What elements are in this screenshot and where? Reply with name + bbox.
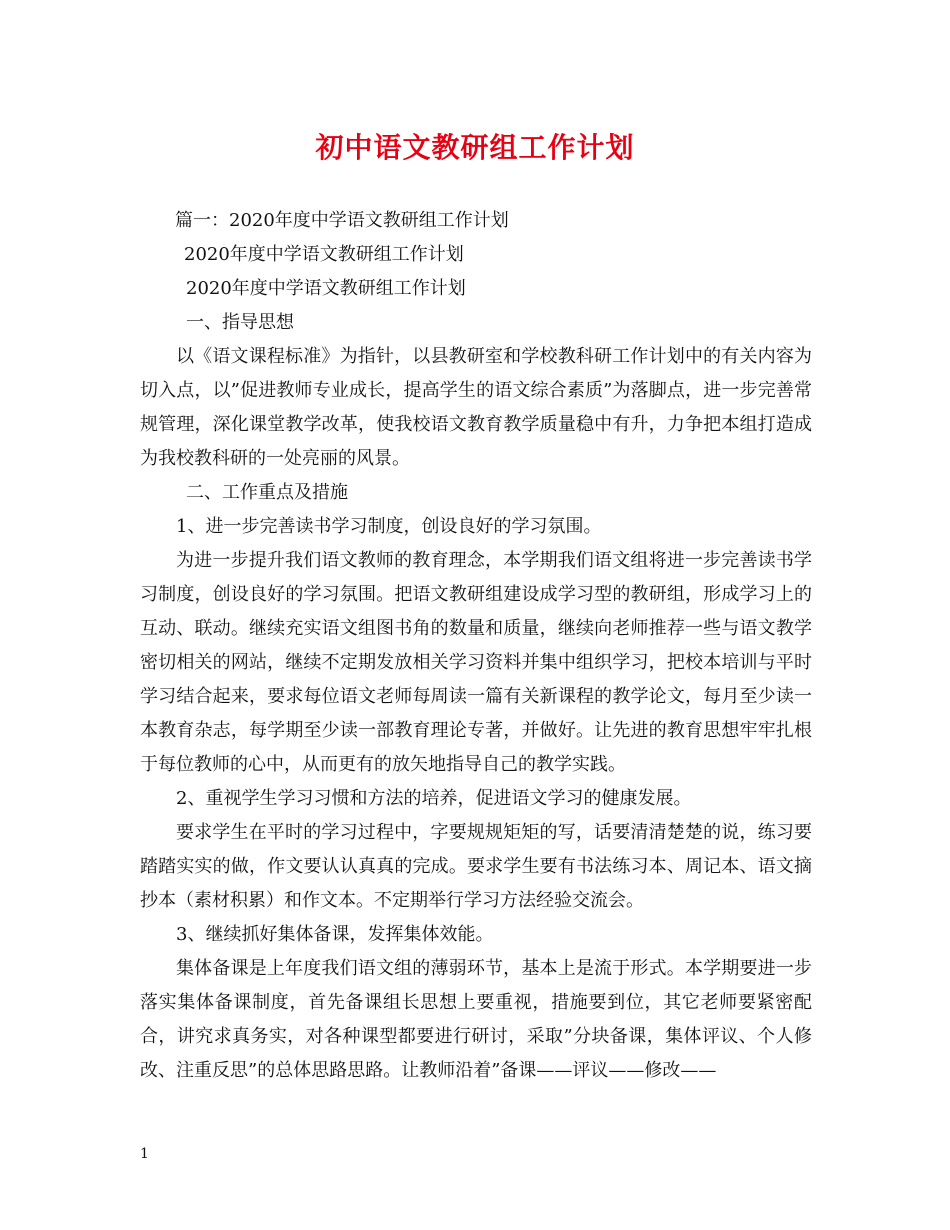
paragraph-item-2: 要求学生在平时的学习过程中，字要规规矩矩的写，话要清清楚楚的说，练习要踏踏实实的做，作文要认认真真的完成。要求学生要有书法练习本、周记本、语文摘抄本（素材积累）和作文本。不定期举行学习方法经验交流会。 [140,822,812,911]
item-heading-2: 2、重视学生学习习惯和方法的培养，促进语文学习的健康发展。 [176,788,692,809]
paragraph-guiding-ideology: 以《语文课程标准》为指针，以县教研室和学校教科研工作计划中的有关内容为切入点，以”促进教师专业成长，提高学生的语文综合素质”为落脚点，进一步完善常规管理，深化课堂教学改革，使我校语文教育教学质量稳中有升，力争把本组打造成为我校教科研的一处亮丽的风景。 [140,346,812,469]
paragraph-item-1: 为进一步提升我们语文教师的教育理念，本学期我们语文组将进一步完善读书学习制度，创设良好的学习氛围。把语文教研组建设成学习型的教研组，形成学习上的互动、联动。继续充实语文组图书角的数量和质量，继续向老师推荐一些与语文教学密切相关的网站，继续不定期发放相关学习资料并集中组织学习，把校本培训与平时学习结合起来，要求每位语文老师每周读一篇有关新课程的教学论文，每月至少读一本教育杂志，每学期至少读一部教育理论专著，并做好。让先进的教育思想牢牢扎根于每位教师的心中，从而更有的放矢地指导自己的教学实践。 [140,550,812,775]
item-heading-1: 1、进一步完善读书学习制度，创设良好的学习氛围。 [176,516,602,537]
document-body [140,204,812,1088]
section-heading-guiding-ideology: 一、指导思想 [186,312,294,333]
item-heading-3: 3、继续抓好集体备课，发挥集体效能。 [176,924,494,945]
paragraph-item-3: 集体备课是上年度我们语文组的薄弱环节，基本上是流于形式。本学期要进一步落实集体备课制度，首先备课组长思想上要重视，措施要到位，其它老师要紧密配合，讲究求真务实，对各种课型都要进行研讨，采取”分块备课，集体评议、个人修改、注重反思”的总体思路思路。让教师沿着”备课——评议——修改—— [140,958,812,1081]
page-number: 1 [140,1146,149,1162]
section-heading-work-focus: 二、工作重点及措施 [186,482,348,503]
paragraph-subtitle-2: 2020年度中学语文教研组工作计划 [186,278,466,299]
paragraph-article-heading: 篇一：2020年度中学语文教研组工作计划 [175,210,509,231]
document-title: 初中语文教研组工作计划 [315,131,635,164]
paragraph-subtitle-1: 2020年度中学语文教研组工作计划 [184,244,464,265]
